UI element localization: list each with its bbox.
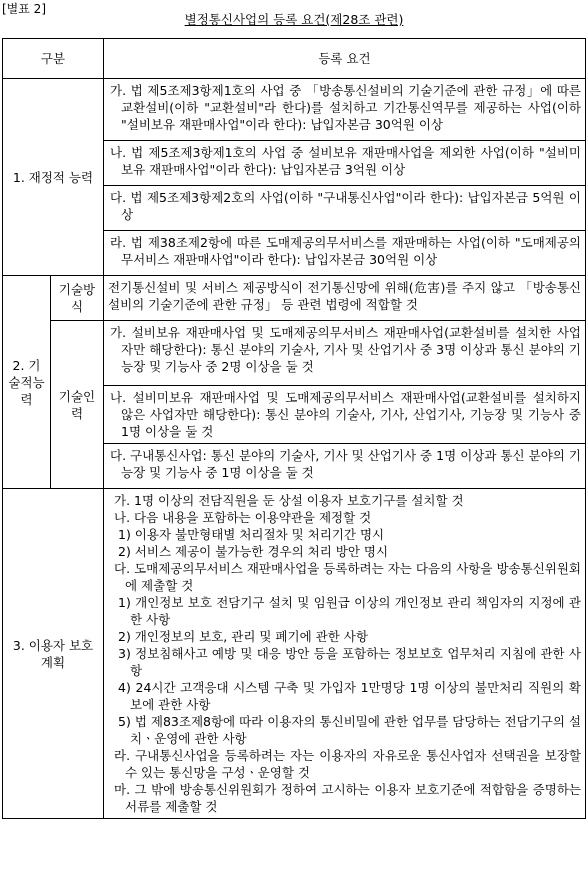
technical-staff-row-a: 가. 설비보유 재판매사업 및 도매제공의무서비스 재판매사업(교환설비를 설치한 사업자만 해당한다): 통신 분야의 기술사, 기사 및 산업기사 중 3명 이상과 통신 분야의 기능장 및 기능사 중 2명 이상을 둘 것 <box>104 321 586 386</box>
requirements-table <box>2 38 586 819</box>
up-line: 다. 도매제공의무서비스 재판매사업을 등록하려는 자는 다음의 사항을 방송통신위원회에 제출할 것 <box>114 561 581 593</box>
financial-row-b: 나. 법 제5조제3항제1호의 사업 중 설비보유 재판매사업을 제외한 사업(이하 "설비미보유 재판매사업"이라 한다): 납입자본금 3억원 이상 <box>104 141 586 186</box>
sub-technical-staff: 기술인력 <box>51 321 104 489</box>
sub-technical-method: 기술방식 <box>51 276 104 321</box>
technical-method-row: 전기통신설비 및 서비스 제공방식이 전기통신망에 위해(危害)를 주지 않고 「방송통신설비의 기술기준에 관한 규정」 등 관련 법령에 적합할 것 <box>104 276 586 321</box>
page-label: [별표 2] <box>2 2 46 16</box>
header-requirements: 등록 요건 <box>104 39 586 79</box>
section-financial: 1. 재정적 능력 <box>3 79 104 276</box>
technical-staff-row-b: 나. 설비미보유 재판매사업 및 도매제공의무서비스 재판매사업(교환설비를 설치하지 않은 사업자만 해당한다): 통신 분야의 기술사, 기사, 산업기사, 기능장 및 기능사 중 1명 이상을 둘 것 <box>104 386 586 444</box>
financial-row-d: 라. 법 제38조제2항에 따른 도매제공의무서비스를 재판매하는 사업(이하 "도매제공의무서비스 재판매사업"이라 한다): 납입자본금 30억원 이상 <box>104 231 586 276</box>
up-line: 5) 법 제83조제8항에 따라 이용자의 통신비밀에 관한 업무를 담당하는 전담기구의 설치ㆍ운영에 관한 사항 <box>118 714 581 746</box>
technical-staff-row-c: 다. 구내통신사업: 통신 분야의 기술사, 기사 및 산업기사 중 1명 이상과 통신 분야의 기능장 및 기능사 중 1명 이상을 둘 것 <box>104 444 586 489</box>
up-line: 1) 이용자 불만형태별 처리절차 및 처리기간 명시 <box>118 527 385 542</box>
up-line: 2) 서비스 제공이 불가능한 경우의 처리 방안 명시 <box>118 544 389 559</box>
up-line: 가. 1명 이상의 전담직원을 둔 상설 이용자 보호기구를 설치할 것 <box>114 493 464 508</box>
page-title: 별정통신사업의 등록 요건(제28조 관련) <box>184 12 404 27</box>
financial-row-c: 다. 법 제5조제3항제2호의 사업(이하 "구내통신사업"이라 한다): 납입자본금 5억원 이상 <box>104 186 586 231</box>
user-protection-list <box>104 489 586 819</box>
up-line: 4) 24시간 고객응대 시스템 구축 및 가입자 1만명당 1명 이상의 불만처리 직원의 확보에 관한 사항 <box>118 680 581 712</box>
header-category: 구분 <box>3 39 104 79</box>
up-line: 3) 정보침해사고 예방 및 대응 방안 등을 포함하는 정보보호 업무처리 지침에 관한 사항 <box>118 646 581 678</box>
up-line: 마. 그 밖에 방송통신위원회가 정하여 고시하는 이용자 보호기준에 적합함을 증명하는 서류를 제출할 것 <box>114 782 581 814</box>
section-user-protection: 3. 이용자 보호 계획 <box>3 489 104 819</box>
up-line: 1) 개인정보 보호 전담기구 설치 및 임원급 이상의 개인정보 관리 책임자의 지정에 관한 사항 <box>118 595 581 627</box>
up-line: 라. 구내통신사업을 등록하려는 자는 이용자의 자유로운 통신사업자 선택권을 보장할 수 있는 통신망을 구성ㆍ운영할 것 <box>114 748 581 780</box>
up-line: 나. 다음 내용을 포함하는 이용약관을 제정할 것 <box>114 510 372 525</box>
section-technical: 2. 기술적능력 <box>3 276 51 489</box>
up-line: 2) 개인정보의 보호, 관리 및 폐기에 관한 사항 <box>118 629 368 644</box>
financial-row-a: 가. 법 제5조제3항제1호의 사업 중 「방송통신설비의 기술기준에 관한 규정」에 따른 교환설비(이하 "교환설비"라 한다)를 설치하고 기간통신역무를 제공하는 사업(이하 "설비보유 재판매사업"이라 한다): 납입자본금 30억원 이상 <box>104 79 586 141</box>
